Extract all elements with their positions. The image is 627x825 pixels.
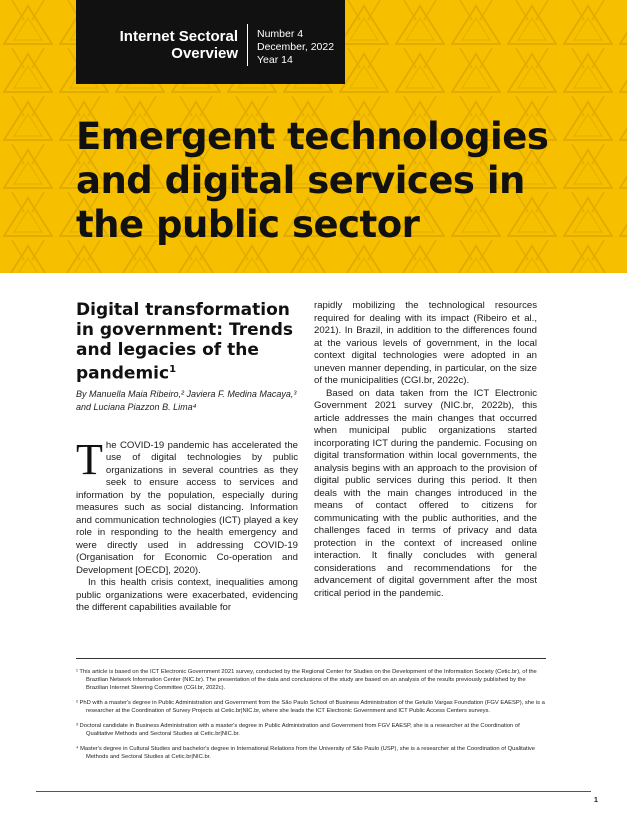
footnote: ¹ This article is based on the ICT Electronic Government 2021 survey, conducted by the Regional Center for Studies on the Development of the Information Society (Cetic.br), of the Brazilian Network Information Center (NIC.br). The presentation of the data and conclusions of the study are based on an analysis of the results previously published by the Brazilian Internet Steering Committee (CGI.br, 2022c). [76,669,537,691]
issue-number: Number 4 [257,28,304,40]
paragraph: In this health crisis context, inequalities among public organizations were exacerbated, evidencing the different capabilities available for [76,577,298,614]
issue-date: December, 2022 [257,41,335,53]
cover-header [0,0,627,273]
series-line-2: Overview [171,45,238,62]
left-column [76,300,298,615]
footnote: ³ Doctoral candidate in Business Administration with a master's degree in Public Administration and Government from FGV EAESP, she is a researcher at the Coordination of Qualitative Methods and Sectoral Studies at Cetic.br|NIC.br. [76,723,520,737]
page-number: 1 [594,797,598,804]
footnote: ² PhD with a master's degree in Public Administration and Government from the São Paulo School of Business Administration of the Getulio Vargas Foundation (FGV EAESP), she is a researcher at the Coordination of Survey Projects at Cetic.br|NIC.br, where she leads the ICT Electronic Government and ICT Public Access Centers surveys. [76,700,545,714]
footnote-divider [76,658,546,659]
right-column [314,300,537,600]
bottom-rule [36,791,591,792]
paragraph: rapidly mobilizing the technological resources required for dealing with its impact (Ribeiro et al., 2021). In Brazil, in addition to the differences found at the various levels of government, in the local context digital technologies were adopted in an uneven manner depending, in particular, on the size of the municipalities (CGI.br, 2022c). [314,300,537,386]
badge-divider [247,24,248,66]
issue-year: Year 14 [257,54,293,66]
body-right [314,300,537,600]
footnote-ref: 1 [169,364,177,375]
article-authors: By Manuella Maia Ribeiro,² Javiera F. Medina Macaya,³ and Luciana Piazzon B. Lima⁴ [76,388,297,412]
main-title-line: and digital services in [76,159,525,202]
series-title [76,28,238,62]
footnote: ⁴ Master's degree in Cultural Studies and bachelor's degree in International Relations from the University of São Paulo (USP), she is a researcher at the Coordination of Qualitative Methods and Sectoral Studies at Cetic.br|NIC.br. [76,746,536,760]
footnotes [76,668,546,768]
series-line-1: Internet Sectoral [119,28,238,45]
main-title-line: the public sector [76,203,420,246]
issue-info [257,28,334,67]
article-title-text: Digital transformation in government: Trends and legacies of the pandemic [76,300,294,384]
main-title [76,115,616,247]
paragraph: Based on data taken from the ICT Electronic Government 2021 survey (NIC.br, 2022b), this article addresses the main changes that occurred when municipal public organizations started incorporating ICT during the pandemic. Focusing on digital transformation within local governments, the analysis begins with an approach to the provision of digital public services during this period. It then deals with the main changes introduced in the means of contact offered to citizens for communicating with the public authorities, and the challenges faced in terms of privacy and data protection in the context of increased online interaction. It finally concludes with general considerations and recommendations for the advancement of digital government after the most critical period in the pandemic. [314,387,537,599]
article-title [76,300,298,384]
body-left [76,434,298,615]
main-title-line: Emergent technologies [76,115,549,158]
drop-cap: T [76,434,103,484]
paragraph: he COVID-19 pandemic has accelerated the use of digital technologies by public organizations in several countries as they seek to ensure access to services and information by the population, especially during measures such as social distancing. Information and communication technologies (ICT) played a key role in responding to the health emergency and were directly used in addressing COVID-19 (Organisation for Economic Co-operation and Development [OECD], 2020). [76,439,298,576]
issue-badge [76,0,345,84]
